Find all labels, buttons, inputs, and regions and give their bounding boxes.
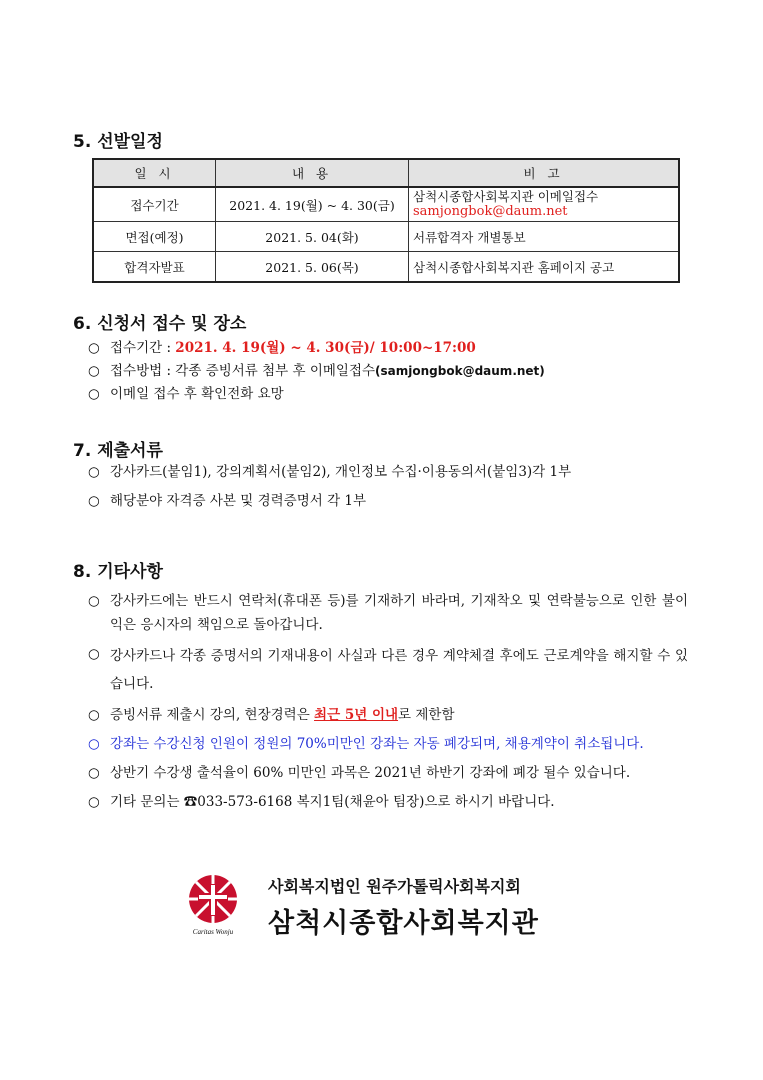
- table-row: [93, 252, 679, 283]
- item-label: 이메일 접수 후 확인전화 요망: [110, 386, 284, 402]
- circle-bullet-icon: ○: [88, 386, 100, 402]
- item-text: 기타 문의는 ☎033-573-6168 복지1팀(채윤아 팀장)으로 하시기 바랍니다.: [110, 794, 555, 810]
- item-text: 강사카드에는 반드시 연락처(휴대폰 등)를 기재하기 바라며, 기재착오 및 연락불능으로 인한 불이익은 응시자의 책임으로 돌아갑니다.: [110, 593, 688, 633]
- item-text: [110, 703, 688, 727]
- email-link[interactable]: samjongbok@daum.net: [413, 204, 568, 219]
- table-cell: 삼척시종합사회복지관 홈페이지 공고: [409, 252, 680, 283]
- list-item: [88, 337, 545, 360]
- table-cell: 2021. 4. 19(월) ~ 4. 30(금): [216, 187, 409, 222]
- logo: [184, 874, 242, 936]
- text-before: 증빙서류 제출시 강의, 현장경력은: [110, 707, 315, 723]
- list-item: [88, 642, 688, 698]
- section-7-list: [88, 461, 571, 513]
- logo-caption: Caritas Wonju: [192, 928, 234, 936]
- item-text: 강좌는 수강신청 인원이 정원의 70%미만인 강좌는 자동 폐강되며, 채용계약이 취소됩니다.: [110, 736, 644, 752]
- section-8-list: [88, 589, 688, 819]
- item-text: 강사카드나 각종 증명서의 기재내용이 사실과 다른 경우 계약체결 후에도 근로계약을 해지할 수 있습니다.: [110, 648, 688, 692]
- circle-bullet-icon: ○: [88, 794, 100, 810]
- table-row: [93, 222, 679, 252]
- email-address[interactable]: (samjongbok@daum.net): [375, 364, 545, 378]
- footer: [184, 874, 539, 940]
- circle-bullet-icon: ○: [88, 765, 100, 781]
- list-item: [88, 490, 571, 513]
- table-header-row: [93, 159, 679, 187]
- table-header-note: 비 고: [409, 159, 680, 187]
- section-5-title: 5. 선발일정: [73, 132, 163, 152]
- note-text: 삼척시종합사회복지관 이메일접수: [413, 189, 599, 204]
- circle-bullet-icon: ○: [88, 340, 100, 356]
- item-label: 접수방법 : 각종 증빙서류 첨부 후 이메일접수: [110, 363, 376, 379]
- table-row: [93, 187, 679, 222]
- list-item: [88, 790, 688, 814]
- circle-bullet-icon: ○: [88, 493, 100, 509]
- table-header-date: 일 시: [93, 159, 216, 187]
- list-item: [88, 703, 688, 727]
- schedule-table: [92, 158, 680, 283]
- org-names: [268, 874, 539, 940]
- list-item: [88, 732, 688, 756]
- item-text: 상반기 수강생 출석율이 60% 미만인 과목은 2021년 하반기 강좌에 폐강 될수 있습니다.: [110, 765, 631, 781]
- table-header-content: 내 용: [216, 159, 409, 187]
- list-item: [88, 589, 688, 637]
- list-item: [88, 360, 545, 383]
- org-title: 삼척시종합사회복지관: [268, 908, 539, 939]
- circle-bullet-icon: ○: [88, 707, 100, 723]
- section-6-list: [88, 337, 545, 406]
- caritas-logo-icon: [184, 874, 242, 924]
- text-after: 로 제한함: [398, 707, 455, 723]
- circle-bullet-icon: ○: [88, 464, 100, 480]
- item-label: 접수기간 :: [110, 340, 176, 356]
- section-8-title: 8. 기타사항: [73, 562, 163, 582]
- table-cell: 서류합격자 개별통보: [409, 222, 680, 252]
- table-cell: 2021. 5. 04(화): [216, 222, 409, 252]
- item-text: 해당분야 자격증 사본 및 경력증명서 각 1부: [110, 493, 367, 509]
- table-cell: 면접(예정): [93, 222, 216, 252]
- list-item: [88, 761, 688, 785]
- circle-bullet-icon: ○: [88, 593, 100, 609]
- org-subtitle: 사회복지법인 원주가톨릭사회복지회: [268, 877, 521, 896]
- highlight-text: 최근 5년 이내: [314, 707, 399, 723]
- table-cell: 접수기간: [93, 187, 216, 222]
- section-7-title: 7. 제출서류: [73, 441, 163, 461]
- table-cell: 합격자발표: [93, 252, 216, 283]
- table-cell-note: [409, 187, 680, 222]
- table-cell: 2021. 5. 06(목): [216, 252, 409, 283]
- circle-bullet-icon: ○: [88, 736, 100, 752]
- section-6-title: 6. 신청서 접수 및 장소: [73, 314, 247, 334]
- item-text: 강사카드(붙임1), 강의계획서(붙임2), 개인정보 수집·이용동의서(붙임3)각 1부: [110, 464, 572, 480]
- circle-bullet-icon: ○: [88, 363, 100, 379]
- item-value: 2021. 4. 19(월) ~ 4. 30(금)/ 10:00~17:00: [175, 340, 476, 356]
- circle-bullet-icon: ○: [88, 646, 100, 662]
- list-item: [88, 461, 571, 484]
- list-item: [88, 383, 545, 406]
